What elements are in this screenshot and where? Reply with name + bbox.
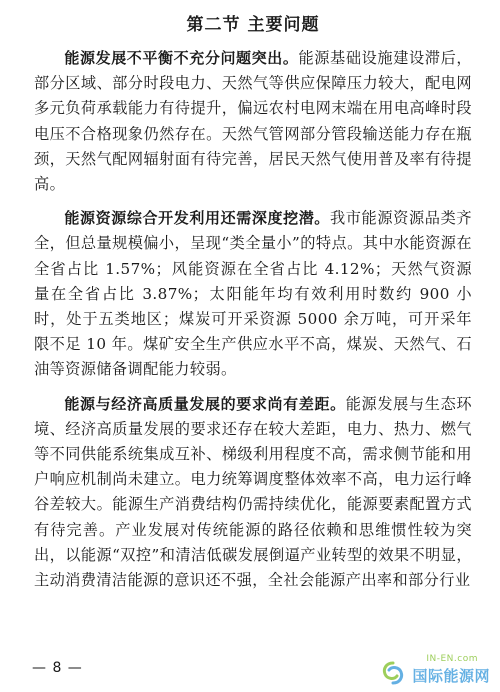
paragraph (34, 206, 472, 382)
watermark-site: IN-EN.com (426, 654, 478, 664)
section-title: 第二节 主要问题 (186, 15, 320, 35)
paragraph-body: 我市能源资源品类齐全，但总量规模偏小，呈现“类全量小”的特点。其中水能资源在全省占比 1.57%；风能资源在全省占比 4.12%；天然气资源量在全省占比 3.87%；太阳能年均有效利用时数约 900 小时，处于五类地区；煤炭可开采资源 5000 余万吨，可开采年限不足 10 年。煤矿安全生产供应水平不高，煤炭、天然气、石油等资源储备调配能力较弱。 (34, 209, 472, 379)
swirl-logo-icon (380, 660, 406, 686)
watermark-logo (380, 654, 492, 688)
paragraph-lead: 能源资源综合开发利用还需深度挖潜。 (64, 209, 330, 228)
paragraph (34, 392, 472, 594)
paragraph-body: 能源发展与生态环境、经济高质量发展的要求还存在较大差距，电力、热力、燃气等不同供能系统集成互补、梯级利用程度不高，需求侧节能和用户响应机制尚未建立。电力统筹调度整体效率不高，电力运行峰谷差较大。能源生产消费结构仍需持续优化，能源要素配置方式有待完善。产业发展对传统能源的路径依赖和思维惯性较为突出，以能源“双控”和清洁低碳发展倒逼产业转型的效果不明显，主动消费清洁能源的意识还不强，全社会能源产出率和部分行业 (34, 394, 473, 590)
paragraph-body: 能源基础设施建设滞后，部分区域、部分时段电力、天然气等供应保障压力较大，配电网多元负荷承载能力有待提升，偏远农村电网末端在用电高峰时段电压不合格现象仍然存在。天然气管网部分管段输送能力存在瓶颈，天然气配网辐射面有待完善，居民天然气使用普及率有待提高。 (34, 49, 472, 194)
watermark-title: 国际能源网 (412, 667, 490, 685)
paragraph-lead: 能源发展不平衡不充分问题突出。 (64, 49, 299, 67)
page-number: — 8 — (32, 660, 83, 676)
paragraph-lead: 能源与经济高质量发展的要求尚有差距。 (64, 394, 346, 413)
paragraph (34, 46, 472, 197)
